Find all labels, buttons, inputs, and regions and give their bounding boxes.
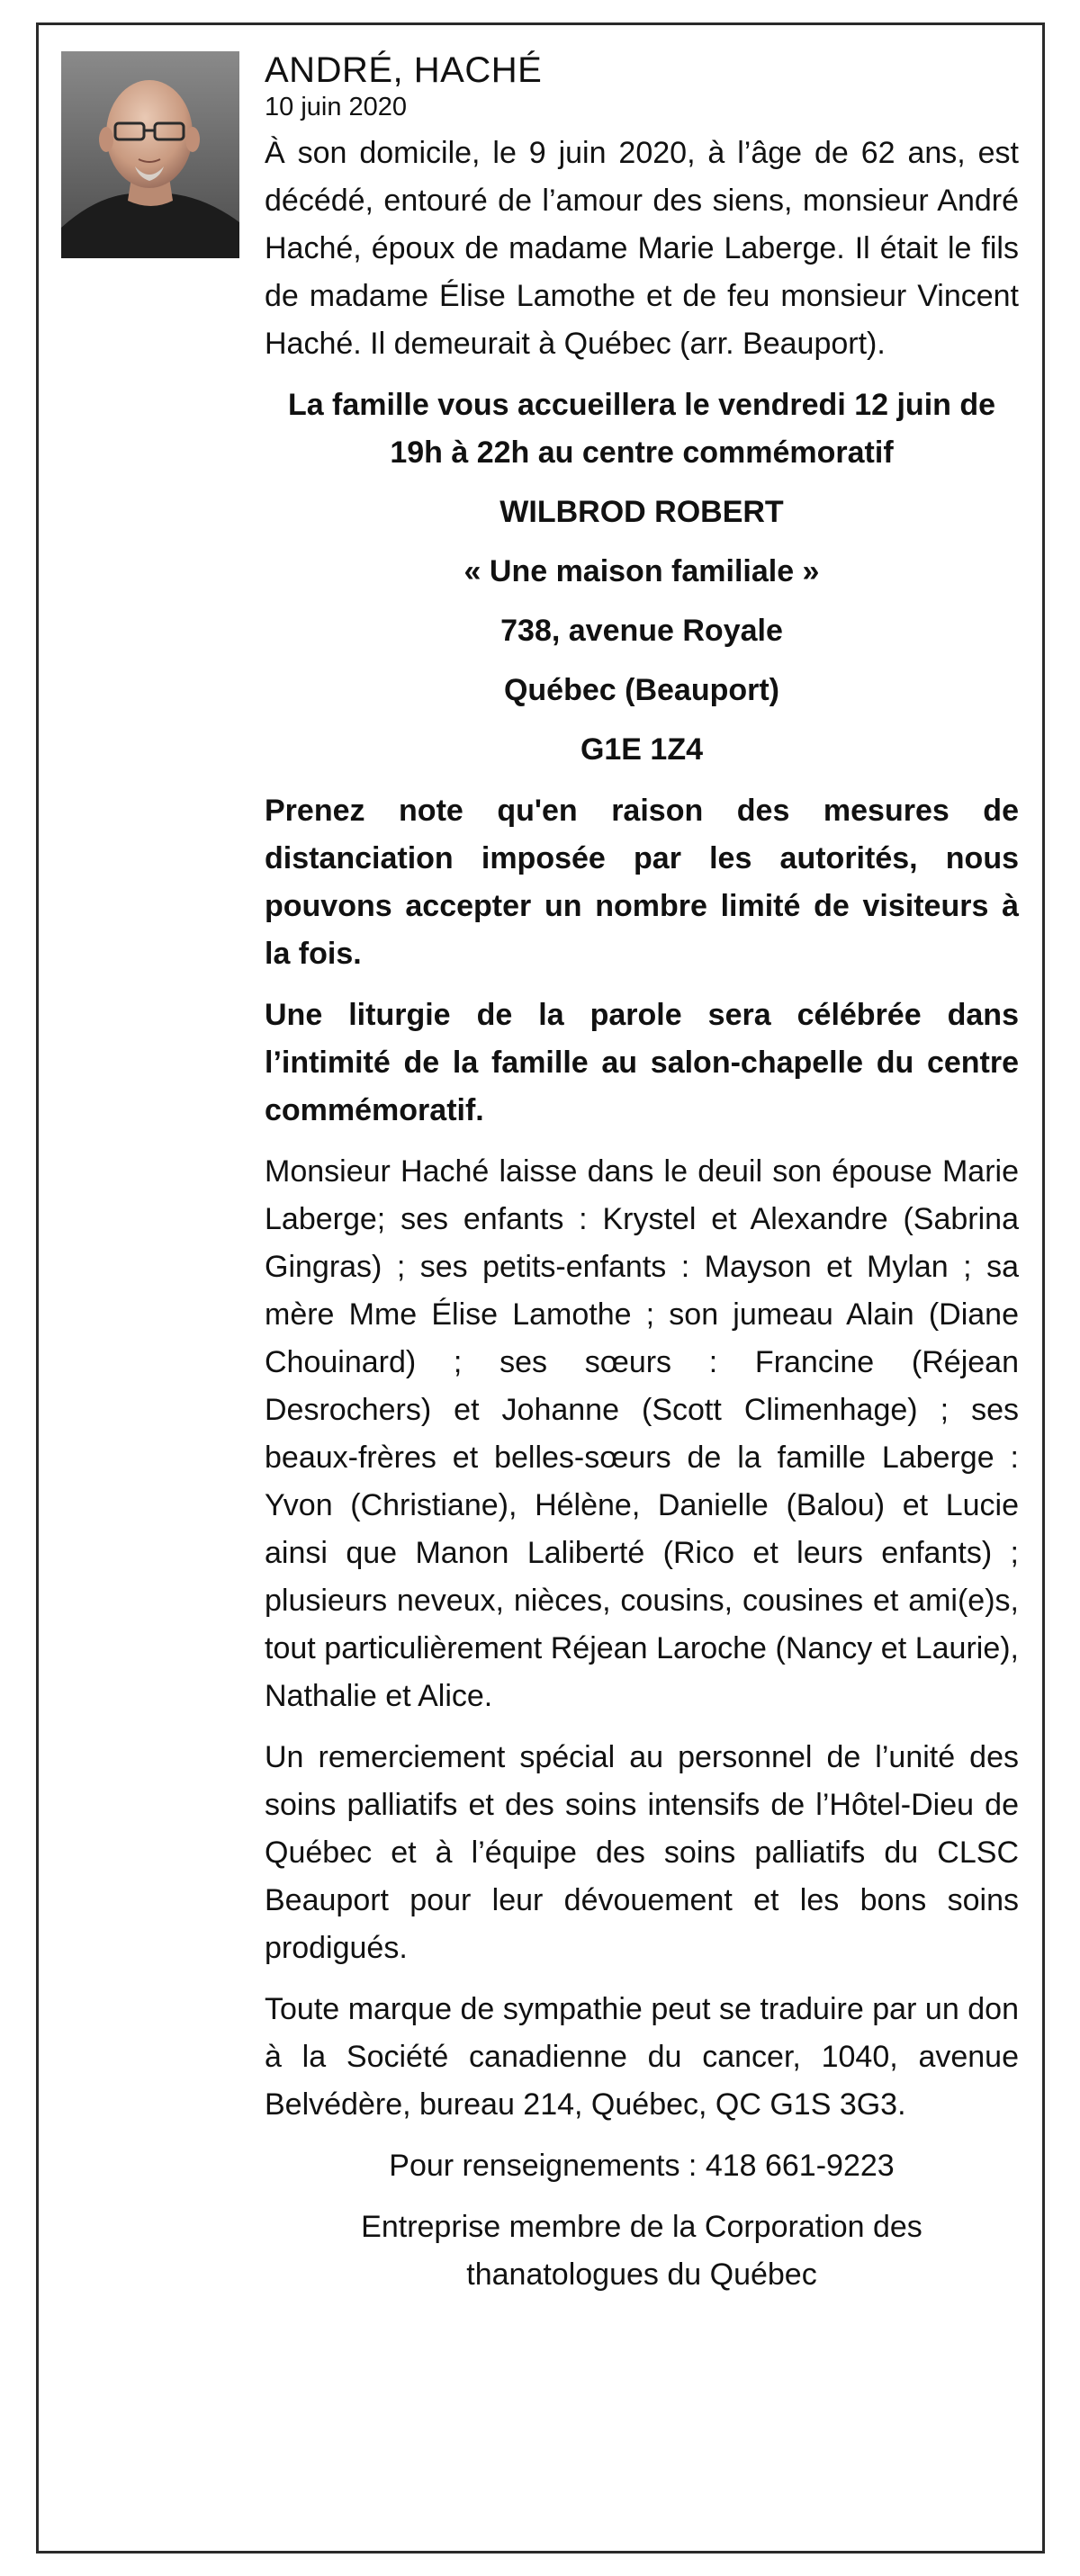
visitation-paragraph: La famille vous accueillera le vendredi 12 juin de 19h à 22h au centre commémoratif (287, 388, 996, 470)
deceased-portrait-photo (61, 51, 239, 258)
thanks-paragraph: Un remerciement spécial au personnel de l’unité des soins palliatifs et des soins intensifs de l’Hôtel-Dieu de Québec et à l’équipe des soins palliatifs du CLSC Beauport pour leur dévouement et les bons soins prodigués. (265, 1740, 1019, 1965)
deceased-name: ANDRÉ, HACHÉ (265, 50, 543, 90)
intro-paragraph: À son domicile, le 9 juin 2020, à l’âge de 62 ans, est décédé, entouré de l’amour des siens, monsieur André Haché, époux de madame Marie Laberge. Il était le fils de madame Élise Lamothe et de feu monsieur Vincent Haché. Il demeurait à Québec (arr. Beauport). (265, 136, 1019, 361)
funeral-home-postal-code: G1E 1Z4 (580, 732, 704, 767)
funeral-home-name: WILBROD ROBERT (500, 495, 784, 529)
member-statement: Entreprise membre de la Corporation des thanatologues du Québec (361, 2210, 922, 2292)
liturgy-notice: Une liturgie de la parole sera célébrée dans l’intimité de la famille au salon-chapelle du centre commémoratif. (265, 998, 1019, 1127)
funeral-home-city: Québec (Beauport) (503, 673, 780, 707)
distancing-notice: Prenez note qu'en raison des mesures de distanciation imposée par les autorités, nous pouvons accepter un nombre limité de visiteurs à la fois. (265, 794, 1019, 971)
donations-paragraph: Toute marque de sympathie peut se traduire par un don à la Société canadienne du cancer, 1040, avenue Belvédère, bureau 214, Québec, QC G1S 3G3. (265, 1992, 1019, 2122)
funeral-home-street: 738, avenue Royale (500, 614, 783, 648)
publication-date: 10 juin 2020 (265, 93, 408, 121)
funeral-home-tagline: « Une maison familiale » (464, 554, 820, 588)
contact-info-line: Pour renseignements : 418 661-9223 (389, 2149, 895, 2183)
survivors-paragraph: Monsieur Haché laisse dans le deuil son épouse Marie Laberge; ses enfants : Krystel et Alexandre (Sabrina Gingras) ; ses petits-enfants : Mayson et Mylan ; sa mère Mme Élise Lamothe ; son jumeau Alain (Diane Chouinard) ; ses sœurs : Francine (Réjean Desrochers) et Johanne (Scott Climenhage) ; ses beaux-frères et belles-sœurs de la famille Laberge : Yvon (Christiane), Hélène, Danielle (Balou) et Lucie ainsi que Manon Laliberté (Rico et leurs enfants) ; plusieurs neveux, nièces, cousins, cousines et ami(e)s, tout particulièrement Réjean Laroche (Nancy et Laurie), Nathalie et Alice. (265, 1154, 1019, 1713)
obituary-content (265, 49, 1019, 2299)
